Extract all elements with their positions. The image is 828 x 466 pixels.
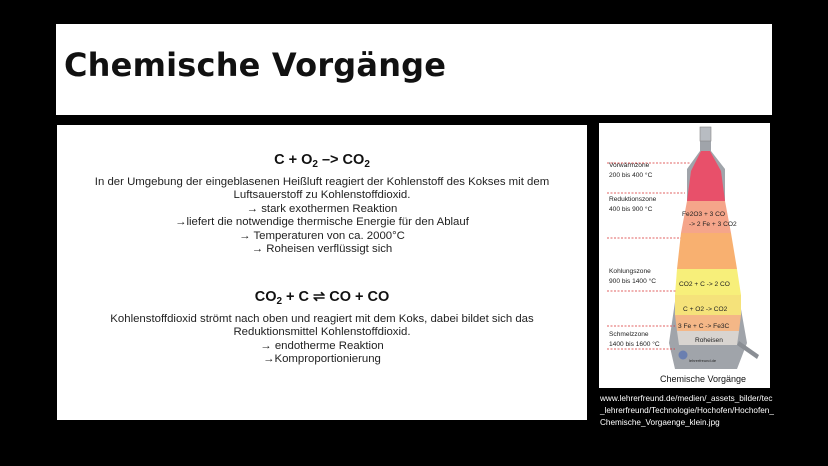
- zone-temp: 1400 bis 1600 °C: [609, 341, 660, 348]
- zone-label: Reduktionszone: [609, 196, 657, 203]
- slide-title: Chemische Vorgänge: [64, 46, 447, 84]
- zone-label: Kohlungszone: [609, 268, 651, 275]
- zone-preheat: [687, 171, 725, 201]
- reaction-block-2: [57, 289, 587, 367]
- text-line: → stark exothermen Reaktion: [246, 202, 398, 215]
- text-line: → Roheisen verflüssigt sich: [251, 243, 393, 256]
- zone-temp: 200 bis 400 °C: [609, 172, 653, 179]
- figure-caption: Chemische Vorgänge: [660, 374, 747, 384]
- reaction-block-1: [57, 152, 587, 256]
- text-line: →Komproportionierung: [263, 353, 381, 366]
- zone-label: Schmelzzone: [609, 331, 649, 338]
- text-line: → endotherme Reaktion: [260, 339, 384, 352]
- text-line: Luftsauerstoff zu Kohlenstoffdioxid.: [233, 189, 411, 202]
- image-source: www.lehrerfreund.de/medien/_assets_bilder/tec_lehrerfreund/Technologie/Hochofen/Hochofen_Chemische_Vorgaenge_klein.jpg: [600, 394, 774, 427]
- watermark: lehrerfreund.de: [689, 358, 717, 363]
- text-line: In der Umgebung der eingeblasenen Heißluft reagiert der Kohlenstoff des Kokses mit dem: [94, 176, 550, 188]
- zone-reduction-lower: [677, 233, 737, 269]
- roheisen-label: Roheisen: [695, 337, 723, 344]
- reaction-label: Fe2O3 + 3 CO: [682, 211, 726, 218]
- text-line: →liefert die notwendige thermische Energie für den Ablauf: [175, 216, 469, 229]
- reaction-label: CO2 + C -> 2 CO: [679, 281, 730, 288]
- text-line: Reduktionsmittel Kohlenstoffdioxid.: [233, 326, 411, 339]
- text-line: → Temperaturen von ca. 2000°C: [239, 229, 405, 242]
- zone-temp: 900 bis 1400 °C: [609, 278, 656, 285]
- equation-1: $C + O_2 -> CO_2$: [274, 152, 370, 170]
- zone-temp: 400 bis 900 °C: [609, 206, 653, 213]
- zone-label: Vorwärmzone: [609, 162, 650, 169]
- blast-furnace-diagram: [599, 123, 770, 388]
- content-box: [57, 125, 587, 420]
- blast-furnace-figure: [599, 123, 770, 388]
- watermark-logo: [679, 351, 688, 360]
- reaction-label: C + O2 -> CO2: [683, 306, 728, 313]
- reaction-label: 3 Fe + C -> Fe3C: [678, 323, 730, 330]
- text-line: Kohlenstoffdioxid strömt nach oben und reagiert mit dem Koks, dabei bildet sich das: [110, 313, 534, 325]
- reaction-2-description: [57, 313, 587, 367]
- reaction-1-description: [57, 176, 587, 256]
- furnace-top: [700, 127, 711, 141]
- title-box: [56, 24, 772, 115]
- reaction-label: -> 2 Fe + 3 CO2: [689, 221, 737, 228]
- equation-2: $CO_2 + C$ ⇌ CO + CO: [254, 289, 390, 307]
